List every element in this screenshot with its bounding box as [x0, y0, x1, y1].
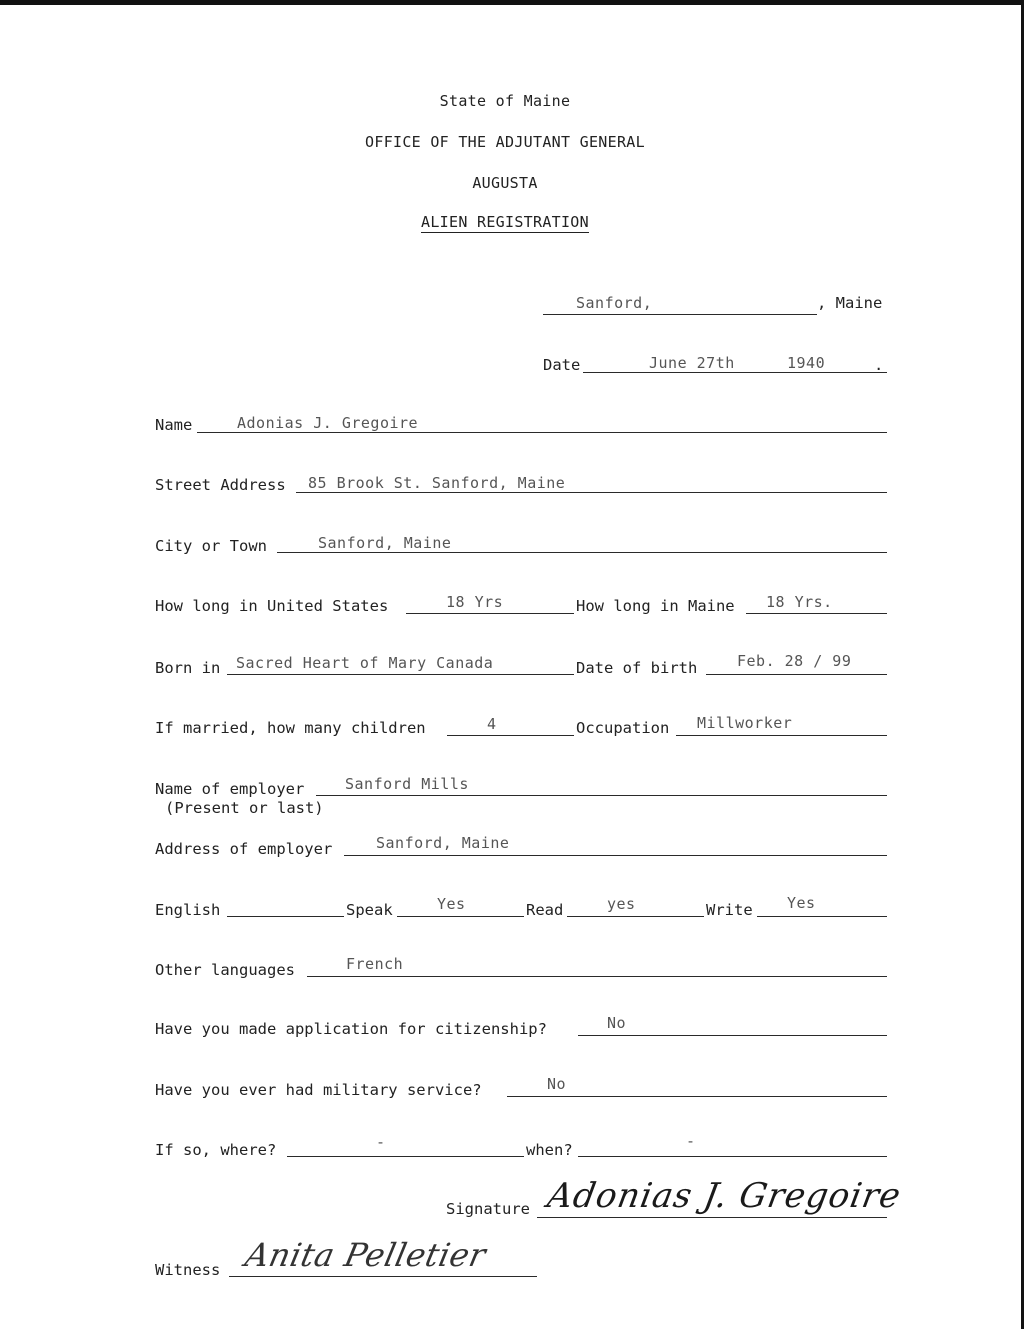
children-label: If married, how many children	[155, 719, 426, 737]
citizenship-label: Have you made application for citizenship?	[155, 1020, 547, 1038]
employer-line	[316, 795, 887, 796]
born-in-line	[227, 674, 574, 675]
born-in-label: Born in	[155, 659, 221, 677]
years-us-line	[406, 613, 574, 614]
write-label: Write	[706, 901, 753, 919]
when-value: -	[686, 1132, 696, 1150]
street-address-value: 85 Brook St. Sanford, Maine	[308, 474, 566, 492]
street-address-line	[296, 492, 887, 493]
children-value: 4	[487, 715, 497, 733]
date-year: 1940	[787, 354, 826, 372]
dob-value: Feb. 28 / 99	[737, 652, 852, 670]
header-city: AUGUSTA	[472, 174, 538, 192]
read-label: Read	[526, 901, 564, 919]
other-languages-value: French	[346, 955, 404, 973]
form-title: ALIEN REGISTRATION	[421, 213, 589, 231]
name-value: Adonias J. Gregoire	[237, 414, 419, 432]
employer-value: Sanford Mills	[345, 775, 469, 793]
dob-label: Date of birth	[576, 659, 698, 677]
when-line	[578, 1156, 887, 1157]
town-value: Sanford,	[576, 294, 653, 312]
employer-sublabel: (Present or last)	[165, 799, 324, 817]
witness-line	[229, 1276, 537, 1277]
occupation-value: Millworker	[697, 714, 793, 732]
speak-value: Yes	[437, 895, 466, 913]
when-label: when?	[526, 1141, 573, 1159]
military-value: No	[547, 1075, 567, 1093]
other-languages-line	[307, 976, 887, 977]
name-label: Name	[155, 416, 193, 434]
witness-label: Witness	[155, 1261, 221, 1279]
occupation-line	[676, 735, 887, 736]
employer-address-line	[344, 855, 887, 856]
employer-label: Name of employer	[155, 780, 305, 798]
citizenship-value: No	[607, 1014, 627, 1032]
city-label: City or Town	[155, 537, 267, 555]
where-line	[287, 1156, 524, 1157]
years-maine-label: How long in Maine	[576, 597, 735, 615]
military-line	[507, 1096, 887, 1097]
date-end-mark: .	[874, 356, 884, 374]
state-suffix: , Maine	[817, 294, 883, 312]
witness-handwriting: Anita Pelletier	[241, 1236, 490, 1274]
header-office: OFFICE OF THE ADJUTANT GENERAL	[365, 133, 645, 151]
speak-label: Speak	[346, 901, 393, 919]
date-label: Date	[543, 356, 581, 374]
years-us-value: 18 Yrs	[446, 593, 504, 611]
other-languages-label: Other languages	[155, 961, 295, 979]
name-line	[197, 432, 887, 433]
military-label: Have you ever had military service?	[155, 1081, 482, 1099]
employer-address-label: Address of employer	[155, 840, 333, 858]
english-label: English	[155, 901, 221, 919]
signature-line	[537, 1217, 887, 1218]
english-line	[227, 916, 344, 917]
city-line	[277, 552, 887, 553]
street-address-label: Street Address	[155, 476, 286, 494]
dob-line	[706, 674, 887, 675]
children-line	[447, 735, 574, 736]
read-value: yes	[607, 895, 636, 913]
date-line	[583, 372, 887, 373]
write-value: Yes	[787, 894, 816, 912]
where-value: -	[376, 1133, 386, 1151]
employer-address-value: Sanford, Maine	[376, 834, 510, 852]
read-line	[567, 916, 704, 917]
write-line	[757, 916, 887, 917]
date-month-day: June 27th	[649, 354, 735, 372]
speak-line	[397, 916, 524, 917]
signature-handwriting: Adonias J. Gregoire	[544, 1176, 905, 1216]
city-value: Sanford, Maine	[318, 534, 452, 552]
years-maine-line	[746, 613, 887, 614]
town-line	[543, 314, 817, 315]
citizenship-line	[578, 1035, 887, 1036]
where-label: If so, where?	[155, 1141, 277, 1159]
occupation-label: Occupation	[576, 719, 670, 737]
years-maine-value: 18 Yrs.	[766, 593, 833, 611]
born-in-value: Sacred Heart of Mary Canada	[236, 654, 494, 672]
years-us-label: How long in United States	[155, 597, 389, 615]
signature-label: Signature	[446, 1200, 530, 1218]
header-state: State of Maine	[439, 92, 571, 110]
